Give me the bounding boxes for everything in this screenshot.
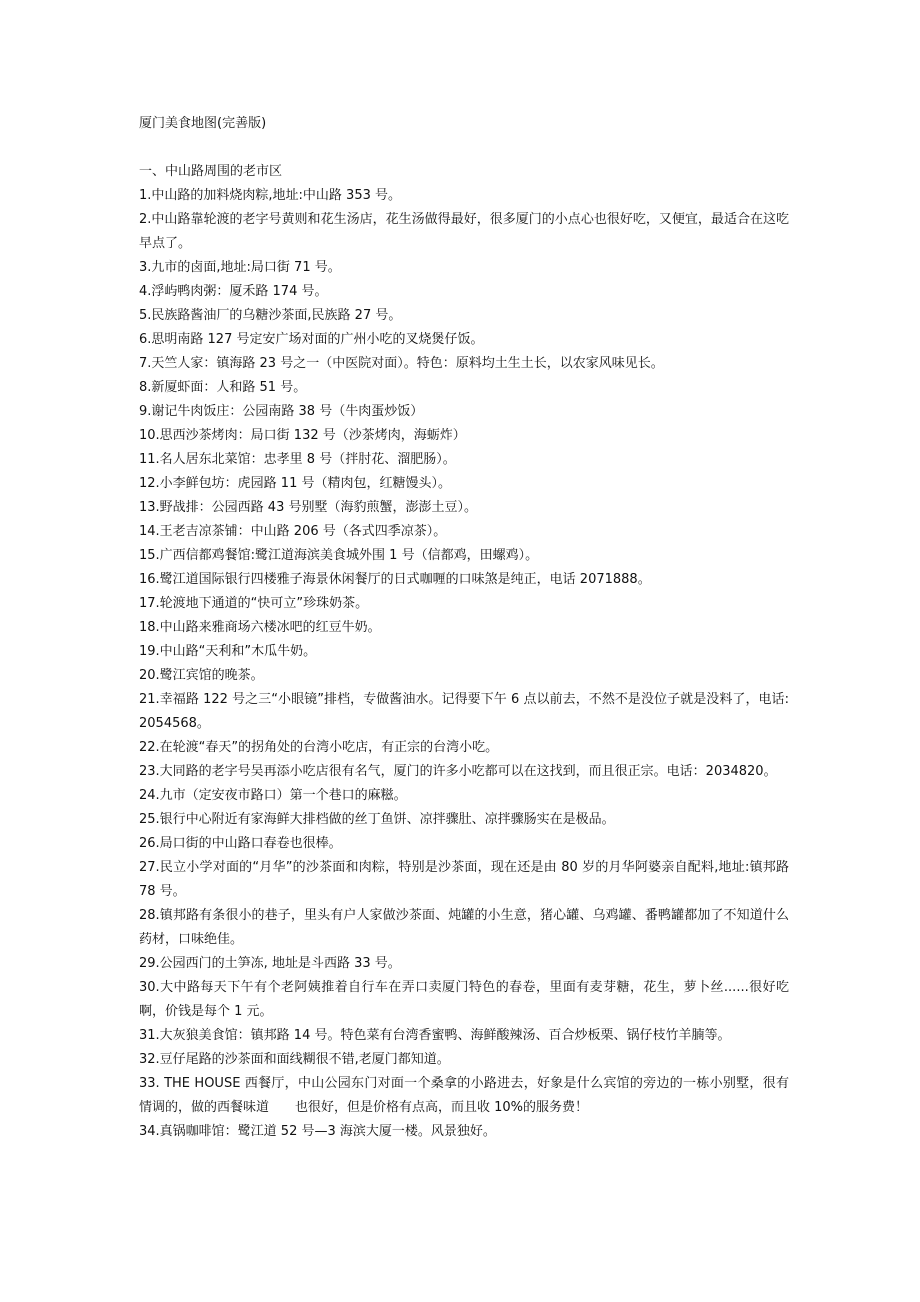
list-item: 6.思明南路 127 号定安广场对面的广州小吃的叉烧煲仔饭。	[139, 332, 484, 347]
list-item: 9.谢记牛肉饭庄：公园南路 38 号（牛肉蛋炒饭）	[139, 404, 424, 419]
list-item: 12.小李鲜包坊：虎园路 11 号（精肉包，红糖馒头）。	[139, 476, 451, 491]
list-item: 27.民立小学对面的“月华”的沙茶面和肉粽，特别是沙茶面，现在还是由 80 岁的月华阿婆亲自配料,地址:镇邦路 78 号。	[139, 860, 789, 899]
list-item: 16.鹭江道国际银行四楼雅子海景休闲餐厅的日式咖喱的口味煞是纯正，电话 2071888。	[139, 572, 651, 587]
list-item: 24.九市（定安夜市路口）第一个巷口的麻糍。	[139, 788, 407, 803]
list-item: 15.广西信都鸡餐馆:鹭江道海滨美食城外围 1 号（信都鸡，田螺鸡）。	[139, 548, 539, 563]
list-item: 14.王老吉凉茶铺：中山路 206 号（各式四季凉茶）。	[139, 524, 447, 539]
list-item: 23.大同路的老字号吴再添小吃店很有名气，厦门的许多小吃都可以在这找到，而且很正宗。电话：2034820。	[139, 764, 777, 779]
list-item: 13.野战排：公园西路 43 号别墅（海豹煎蟹，澎澎土豆）。	[139, 500, 477, 515]
list-item: 28.镇邦路有条很小的巷子，里头有户人家做沙茶面、炖罐的小生意，猪心罐、乌鸡罐、番鸭罐都加了不知道什么药材，口味绝佳。	[139, 908, 789, 947]
list-item: 4.浮屿鸭肉粥：厦禾路 174 号。	[139, 284, 328, 299]
list-item: 5.民族路酱油厂的乌糖沙茶面,民族路 27 号。	[139, 308, 402, 323]
list-item: 31.大灰狼美食馆：镇邦路 14 号。特色菜有台湾香蜜鸭、海鲜酸辣汤、百合炒板栗、锅仔枝竹羊腩等。	[139, 1028, 731, 1043]
list-item: 7.天竺人家：镇海路 23 号之一（中医院对面）。特色：原料均土生土长，以农家风味见长。	[139, 356, 664, 371]
list-item: 11.名人居东北菜馆：忠孝里 8 号（拌肘花、溜肥肠）。	[139, 452, 456, 467]
list-item: 10.思西沙茶烤肉：局口街 132 号（沙茶烤肉，海蛎炸）	[139, 428, 466, 443]
list-item: 33. THE HOUSE 西餐厅，中山公园东门对面一个桑拿的小路进去，好象是什么宾馆的旁边的一栋小别墅，很有情调的，做的西餐味道 也很好，但是价格有点高，而且收 10%的服务费！	[139, 1076, 789, 1115]
list-item: 8.新厦虾面：人和路 51 号。	[139, 380, 307, 395]
list-item: 32.豆仔尾路的沙茶面和面线糊很不错,老厦门都知道。	[139, 1052, 450, 1067]
list-item: 3.九市的卤面,地址:局口街 71 号。	[139, 260, 341, 275]
list-item: 18.中山路来雅商场六楼冰吧的红豆牛奶。	[139, 620, 381, 635]
list-item: 29.公园西门的土笋冻, 地址是斗西路 33 号。	[139, 956, 401, 971]
list-item: 20.鹭江宾馆的晚茶。	[139, 668, 264, 683]
list-item: 21.幸福路 122 号之三“小眼镜”排档，专做酱油水。记得要下午 6 点以前去，不然不是没位子就是没料了，电话:2054568。	[139, 692, 789, 731]
list-item: 26.局口街的中山路口春卷也很棒。	[139, 836, 342, 851]
document-title: 厦门美食地图(完善版)	[139, 116, 267, 131]
list-item: 22.在轮渡“春天”的拐角处的台湾小吃店，有正宗的台湾小吃。	[139, 740, 499, 755]
list-item: 2.中山路靠轮渡的老字号黄则和花生汤店，花生汤做得最好，很多厦门的小点心也很好吃，又便宜，最适合在这吃早点了。	[139, 212, 789, 251]
list-item: 1.中山路的加料烧肉粽,地址:中山路 353 号。	[139, 188, 401, 203]
list-item: 30.大中路每天下午有个老阿姨推着自行车在弄口卖厦门特色的春卷，里面有麦芽糖，花生，萝卜丝......很好吃啊，价钱是每个 1 元。	[139, 980, 789, 1019]
section-heading: 一、中山路周围的老市区	[139, 164, 283, 179]
restaurant-list	[139, 184, 789, 1144]
list-item: 34.真锅咖啡馆：鹭江道 52 号—3 海滨大厦一楼。风景独好。	[139, 1124, 496, 1139]
list-item: 19.中山路“天利和”木瓜牛奶。	[139, 644, 317, 659]
list-item: 17.轮渡地下通道的“快可立”珍珠奶茶。	[139, 596, 369, 611]
list-item: 25.银行中心附近有家海鲜大排档做的丝丁鱼饼、凉拌骤肚、凉拌骤肠实在是极品。	[139, 812, 615, 827]
